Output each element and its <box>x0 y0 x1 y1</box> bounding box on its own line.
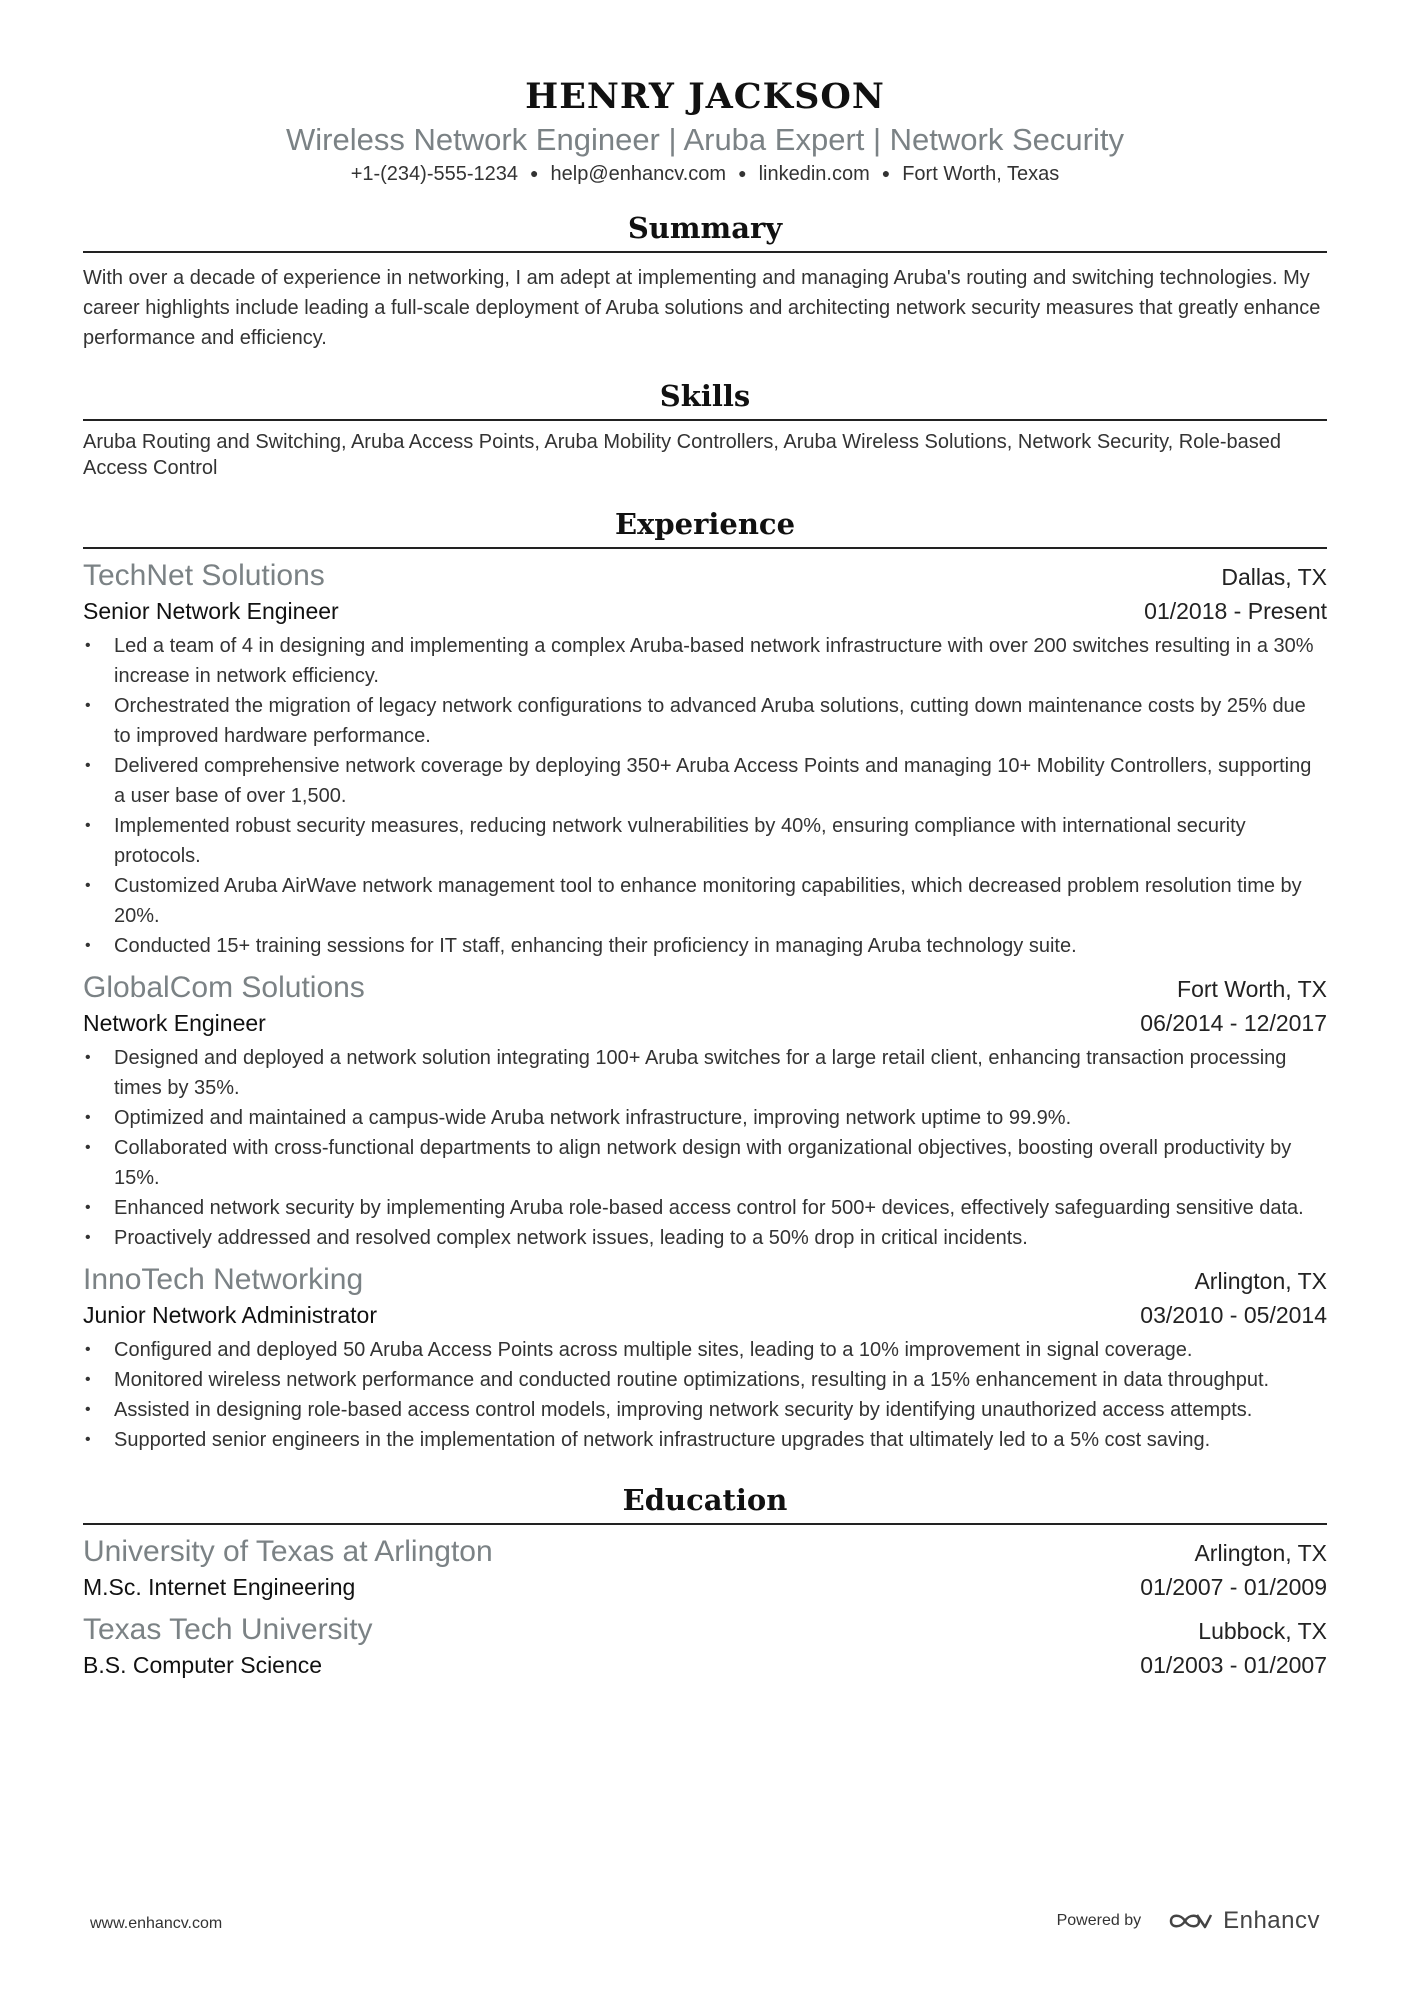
achievement-item: • Supported senior engineers in the implementation of network infrastructure upgrades that ultimately led to a 5% cost saving. <box>83 1425 1327 1455</box>
experience-company-row <box>83 969 1327 1007</box>
contact-email[interactable]: help@enhancv.com <box>550 163 727 185</box>
achievement-item: • Orchestrated the migration of legacy network configurations to advanced Aruba solutions, cutting down maintenance costs by 25% due to improved hardware performance. <box>83 691 1327 751</box>
education-school-row <box>83 1611 1327 1649</box>
achievement-list <box>83 631 1327 961</box>
enhancv-logo-icon <box>1167 1909 1213 1933</box>
education-degree-row <box>83 1571 1327 1603</box>
school-name: University of Texas at Arlington <box>83 1535 493 1568</box>
summary-section <box>83 209 1327 353</box>
job-location: Arlington, TX <box>1194 1268 1327 1294</box>
education-school-row <box>83 1533 1327 1571</box>
job-dates: 01/2018 - Present <box>1144 598 1327 624</box>
separator-dot: ● <box>738 165 747 181</box>
brand-name: Enhancv <box>1223 1907 1320 1934</box>
achievement-item: • Collaborated with cross-functional departments to align network design with organizational objectives, boosting overall productivity by 15%. <box>83 1133 1327 1193</box>
achievement-item: • Led a team of 4 in designing and implementing a complex Aruba-based network infrastructure with over 200 switches resulting in a 30% increase in network efficiency. <box>83 631 1327 691</box>
school-location: Arlington, TX <box>1194 1540 1327 1566</box>
degree-name: B.S. Computer Science <box>83 1652 323 1678</box>
achievement-item: • Implemented robust security measures, reducing network vulnerabilities by 40%, ensuring compliance with international security protocols. <box>83 811 1327 871</box>
achievement-item: • Customized Aruba AirWave network management tool to enhance monitoring capabilities, which decreased problem resolution time by 20%. <box>83 871 1327 931</box>
achievement-item: • Proactively addressed and resolved complex network issues, leading to a 50% drop in critical incidents. <box>83 1223 1327 1253</box>
education-dates: 01/2003 - 01/2007 <box>1140 1652 1327 1678</box>
powered-by-label: Powered by <box>1056 1912 1142 1929</box>
separator-dot: ● <box>881 165 891 181</box>
school-location: Lubbock, TX <box>1198 1618 1327 1644</box>
achievement-item: • Delivered comprehensive network coverage by deploying 350+ Aruba Access Points and managing 10+ Mobility Controllers, supporting a user base of over 1,500. <box>83 751 1327 811</box>
contact-linkedin[interactable]: linkedin.com <box>758 163 870 185</box>
skills-section <box>83 377 1327 481</box>
company-name: TechNet Solutions <box>83 559 325 592</box>
footer-website[interactable]: www.enhancv.com <box>90 1915 223 1932</box>
education-list <box>83 1533 1327 1681</box>
education-dates: 01/2007 - 01/2009 <box>1140 1574 1327 1600</box>
job-role: Senior Network Engineer <box>83 598 339 624</box>
resume-header <box>83 0 1327 189</box>
job-role: Network Engineer <box>83 1010 266 1036</box>
page-footer <box>90 1905 1320 1945</box>
achievement-item: • Assisted in designing role-based access control models, improving network security by identifying unauthorized access attempts. <box>83 1395 1327 1425</box>
section-heading-education: Education <box>83 1481 1327 1525</box>
degree-name: M.Sc. Internet Engineering <box>83 1574 356 1600</box>
education-entry <box>83 1611 1327 1681</box>
experience-section <box>83 505 1327 1455</box>
job-dates: 06/2014 - 12/2017 <box>1140 1010 1327 1036</box>
candidate-title: Wireless Network Engineer | Aruba Expert | Network Security <box>286 122 1124 157</box>
section-heading-skills: Skills <box>83 377 1327 421</box>
education-section <box>83 1481 1327 1681</box>
candidate-name: HENRY JACKSON <box>525 76 885 117</box>
skills-text: Aruba Routing and Switching, Aruba Access Points, Aruba Mobility Controllers, Aruba Wireless Solutions, Network Security, Role-based Access Control <box>83 431 1281 479</box>
experience-entry <box>83 1261 1327 1455</box>
experience-list <box>83 557 1327 1455</box>
achievement-item: • Monitored wireless network performance and conducted routine optimizations, resulting in a 15% enhancement in data throughput. <box>83 1365 1327 1395</box>
section-heading-summary: Summary <box>83 209 1327 253</box>
achievement-item: • Enhanced network security by implementing Aruba role-based access control for 500+ devices, effectively safeguarding sensitive data. <box>83 1193 1327 1223</box>
experience-entry <box>83 969 1327 1253</box>
job-role: Junior Network Administrator <box>83 1302 377 1328</box>
achievement-list <box>83 1335 1327 1455</box>
achievement-item: • Designed and deployed a network solution integrating 100+ Aruba switches for a large retail client, enhancing transaction processing times by 35%. <box>83 1043 1327 1103</box>
company-name: InnoTech Networking <box>83 1263 364 1296</box>
summary-text: With over a decade of experience in networking, I am adept at implementing and managing Aruba's routing and switching technologies. My career highlights include leading a full-scale deployment of Aruba solutions and architecting network security measures that greatly enhance performance and efficiency. <box>83 267 1321 349</box>
job-location: Dallas, TX <box>1221 564 1327 590</box>
experience-role-row <box>83 1299 1327 1331</box>
education-entry <box>83 1533 1327 1603</box>
footer-branding <box>1057 1907 1320 1935</box>
section-heading-experience: Experience <box>83 505 1327 549</box>
experience-company-row <box>83 1261 1327 1299</box>
experience-role-row <box>83 1007 1327 1039</box>
contact-phone: +1-(234)-555-1234 <box>350 163 519 185</box>
job-dates: 03/2010 - 05/2014 <box>1140 1302 1327 1328</box>
school-name: Texas Tech University <box>83 1613 373 1646</box>
contact-line <box>83 160 1327 189</box>
education-degree-row <box>83 1649 1327 1681</box>
company-name: GlobalCom Solutions <box>83 971 365 1004</box>
resume-page <box>83 0 1327 1681</box>
achievement-item: • Configured and deployed 50 Aruba Access Points across multiple sites, leading to a 10% improvement in signal coverage. <box>83 1335 1327 1365</box>
separator-dot: ● <box>530 165 539 181</box>
experience-entry <box>83 557 1327 961</box>
experience-role-row <box>83 595 1327 627</box>
contact-location: Fort Worth, Texas <box>902 163 1060 185</box>
achievement-list <box>83 1043 1327 1253</box>
experience-company-row <box>83 557 1327 595</box>
job-location: Fort Worth, TX <box>1177 976 1327 1002</box>
achievement-item: • Optimized and maintained a campus-wide Aruba network infrastructure, improving network uptime to 99.9%. <box>83 1103 1327 1133</box>
achievement-item: • Conducted 15+ training sessions for IT staff, enhancing their proficiency in managing Aruba technology suite. <box>83 931 1327 961</box>
